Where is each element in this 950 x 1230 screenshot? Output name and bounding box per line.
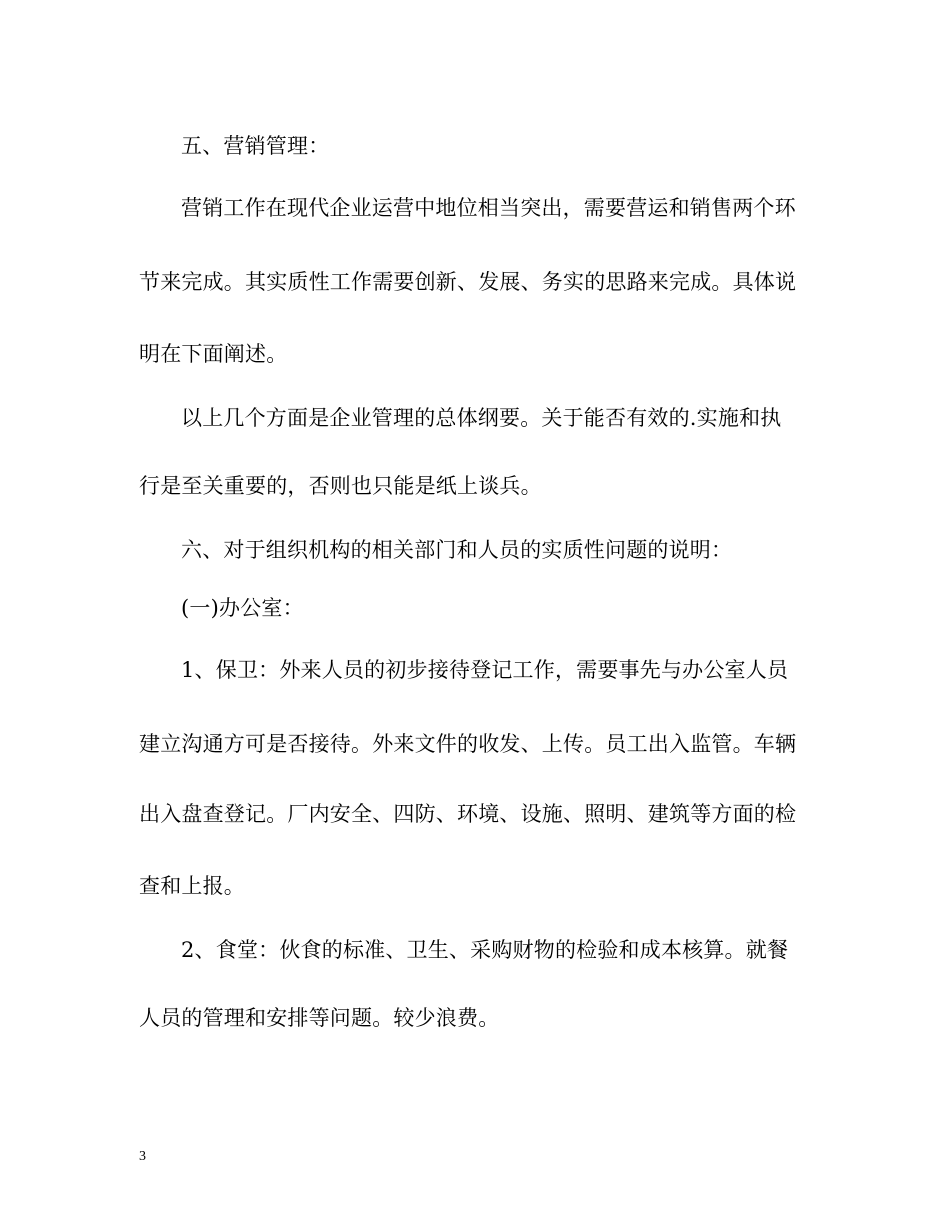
paragraph-line: 建立沟通方可是否接待。外来文件的收发、上传。员工出入监管。车辆 bbox=[139, 732, 797, 756]
paragraph-line: 1、保卫：外来人员的初步接待登记工作，需要事先与办公室人员 bbox=[181, 658, 789, 682]
heading-organization-description: 六、对于组织机构的相关部门和人员的实质性问题的说明： bbox=[181, 538, 733, 562]
paragraph-line: 营销工作在现代企业运营中地位相当突出，需要营运和销售两个环 bbox=[181, 196, 796, 220]
heading-marketing-management: 五、营销管理： bbox=[181, 134, 330, 158]
paragraph-line: 出入盘查登记。厂内安全、四防、环境、设施、照明、建筑等方面的检 bbox=[139, 802, 797, 826]
paragraph-line: 以上几个方面是企业管理的总体纲要。关于能否有效的.实施和执 bbox=[181, 406, 782, 430]
paragraph-line: 节来完成。其实质性工作需要创新、发展、务实的思路来完成。具体说 bbox=[139, 270, 797, 294]
paragraph-line: 查和上报。 bbox=[139, 874, 245, 898]
subheading-office: (一)办公室： bbox=[181, 596, 304, 620]
page-number: 3 bbox=[139, 1149, 146, 1164]
paragraph-line: 明在下面阐述。 bbox=[139, 342, 288, 366]
paragraph-line: 人员的管理和安排等问题。较少浪费。 bbox=[139, 1006, 500, 1030]
paragraph-line: 行是至关重要的，否则也只能是纸上谈兵。 bbox=[139, 474, 542, 498]
paragraph-line: 2、食堂：伙食的标准、卫生、采购财物的检验和成本核算。就餐 bbox=[181, 938, 789, 962]
